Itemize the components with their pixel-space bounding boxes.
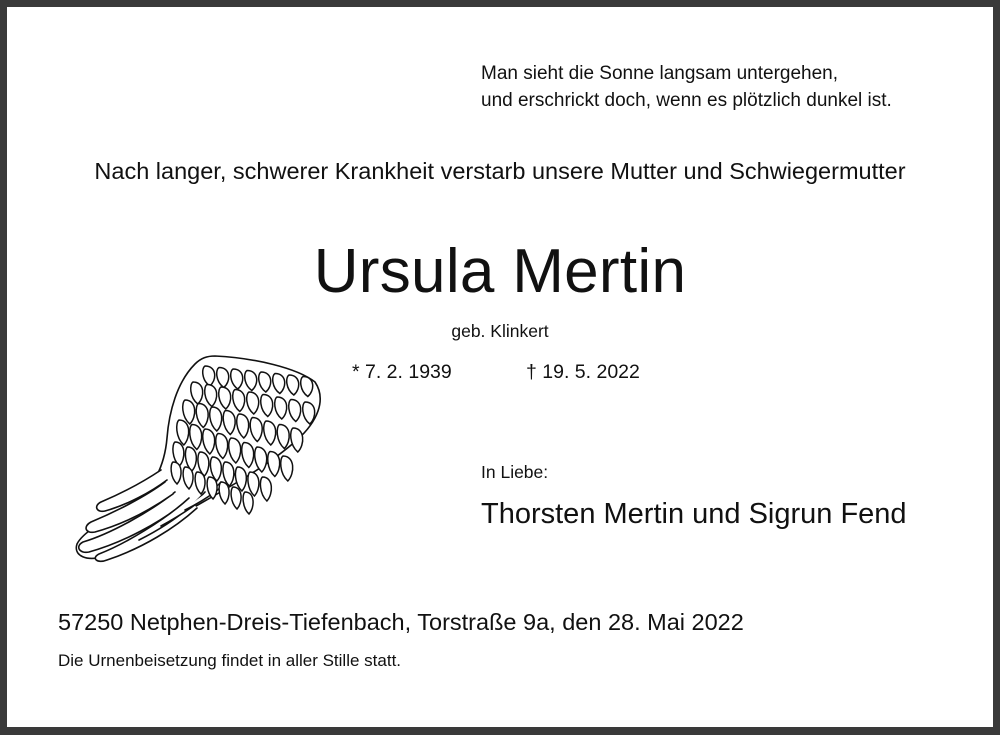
- mourners-label: In Liebe:: [481, 462, 549, 482]
- verse-line-1: Man sieht die Sonne langsam untergehen,: [481, 63, 839, 84]
- birth-name: geb. Klinkert: [451, 321, 549, 341]
- address-date-line: 57250 Netphen-Dreis-Tiefenbach, Torstraße 9a, den 28. Mai 2022: [58, 609, 744, 635]
- angel-wing-icon: [65, 342, 323, 564]
- mourners-names: Thorsten Mertin und Sigrun Fend: [481, 498, 907, 530]
- deceased-name: Ursula Mertin: [313, 237, 687, 306]
- verse-quote: [481, 60, 981, 114]
- death-date: † 19. 5. 2022: [526, 361, 640, 383]
- obituary-notice: [7, 7, 993, 727]
- intro-text: Nach langer, schwerer Krankheit verstarb unsere Mutter und Schwiegermutter: [94, 158, 906, 184]
- burial-note: Die Urnenbeisetzung findet in aller Stille statt.: [58, 651, 402, 670]
- verse-line-2: und erschrickt doch, wenn es plötzlich dunkel ist.: [481, 90, 892, 111]
- birth-date: * 7. 2. 1939: [352, 361, 452, 383]
